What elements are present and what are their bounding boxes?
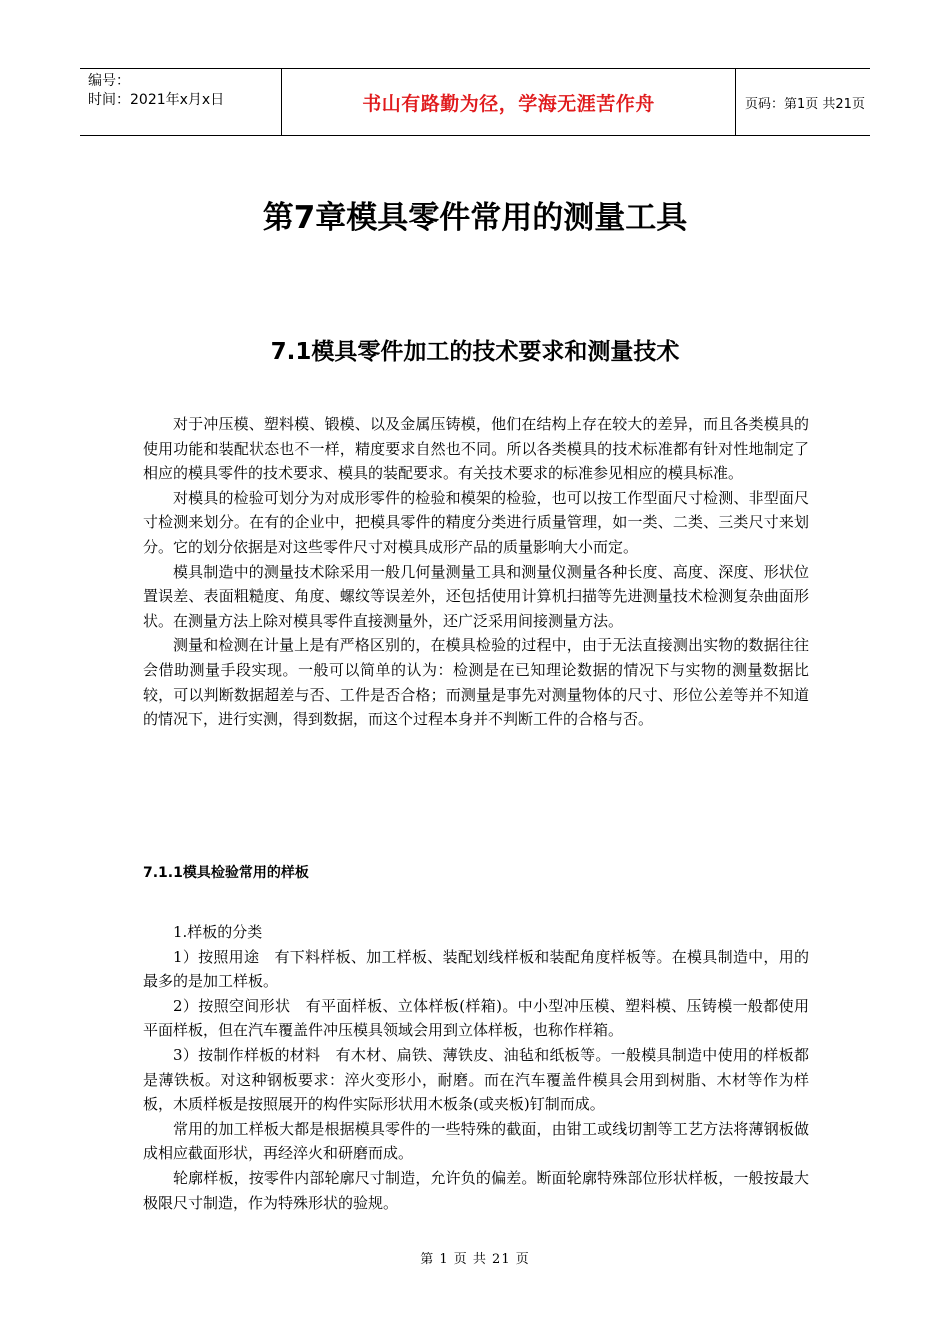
subsection-title: 7.1.1模具检验常用的样板	[143, 865, 309, 881]
subsection-body	[143, 920, 809, 1215]
header-meta-cell	[80, 69, 281, 135]
page-footer: 第 1 页 共 21 页	[420, 1252, 530, 1267]
header-motto-cell	[281, 69, 736, 135]
time-label: 时间：2021年x月x日	[88, 92, 225, 108]
header-table	[80, 68, 870, 136]
paragraph: 对模具的检验可划分为对成形零件的检验和模架的检验，也可以按工作型面尺寸检测、非型面尺寸检测来划分。在有的企业中，把模具零件的精度分类进行质量管理，如一类、二类、三类尺寸来划分。它的划分依据是对这些零件尺寸对模具成形产品的质量影响大小而定。	[143, 488, 809, 556]
paragraph: 测量和检测在计量上是有严格区别的，在模具检验的过程中，由于无法直接测出实物的数据往往会借助测量手段实现。一般可以简单的认为：检测是在已知理论数据的情况下与实物的测量数据比较，可以判断数据超差与否、工件是否合格；而测量是事先对测量物体的尺寸、形位公差等并不知道的情况下，进行实测，得到数据，而这个过程本身并不判断工件的合格与否。	[143, 636, 809, 729]
paragraph: 1）按照用途 有下料样板、加工样板、装配划线样板和装配角度样板等。在模具制造中，用的最多的是加工样板。	[143, 947, 809, 991]
paragraph: 2）按照空间形状 有平面样板、立体样板(样箱)。中小型冲压模、塑料模、压铸模一般都使用平面样板，但在汽车覆盖件冲压模具领域会用到立体样板，也称作样箱。	[143, 996, 809, 1040]
paragraph: 3）按制作样板的材料 有木材、扁铁、薄铁皮、油毡和纸板等。一般模具制造中使用的样板都是薄铁板。对这种钢板要求：淬火变形小，耐磨。而在汽车覆盖件模具会用到树脂、木材等作为样板，木质样板是按照展开的构件实际形状用木板条(或夹板)钉制而成。	[143, 1045, 809, 1114]
paragraph: 常用的加工样板大都是根据模具零件的一些特殊的截面，由钳工或线切割等工艺方法将薄钢板做成相应截面形状，再经淬火和研磨而成。	[143, 1119, 809, 1163]
number-label: 编号：	[88, 73, 130, 89]
paragraph: 轮廓样板，按零件内部轮廓尺寸制造，允许负的偏差。断面轮廓特殊部位形状样板，一般按最大极限尺寸制造，作为特殊形状的验规。	[143, 1168, 809, 1212]
section-body	[143, 412, 809, 732]
paragraph: 1.样板的分类	[173, 923, 263, 941]
paragraph: 模具制造中的测量技术除采用一般几何量测量工具和测量仪测量各种长度、高度、深度、形状位置误差、表面粗糙度、角度、螺纹等误差外，还包括使用计算机扫描等先进测量技术检测复杂曲面形状。在测量方法上除对模具零件直接测量外，还广泛采用间接测量方法。	[143, 562, 809, 630]
motto: 书山有路勤为径，学海无涯苦作舟	[362, 92, 655, 115]
chapter-title: 第7章模具零件常用的测量工具	[262, 200, 688, 236]
section-title: 7.1模具零件加工的技术要求和测量技术	[270, 339, 680, 365]
paragraph: 对于冲压模、塑料模、锻模、以及金属压铸模，他们在结构上存在较大的差异，而且各类模具的使用功能和装配状态也不一样，精度要求自然也不同。所以各类模具的技术标准都有针对性地制定了相应的模具零件的技术要求、模具的装配要求。有关技术要求的标准参见相应的模具标准。	[143, 415, 809, 483]
page-info: 页码：第1页 共21页	[745, 96, 865, 112]
